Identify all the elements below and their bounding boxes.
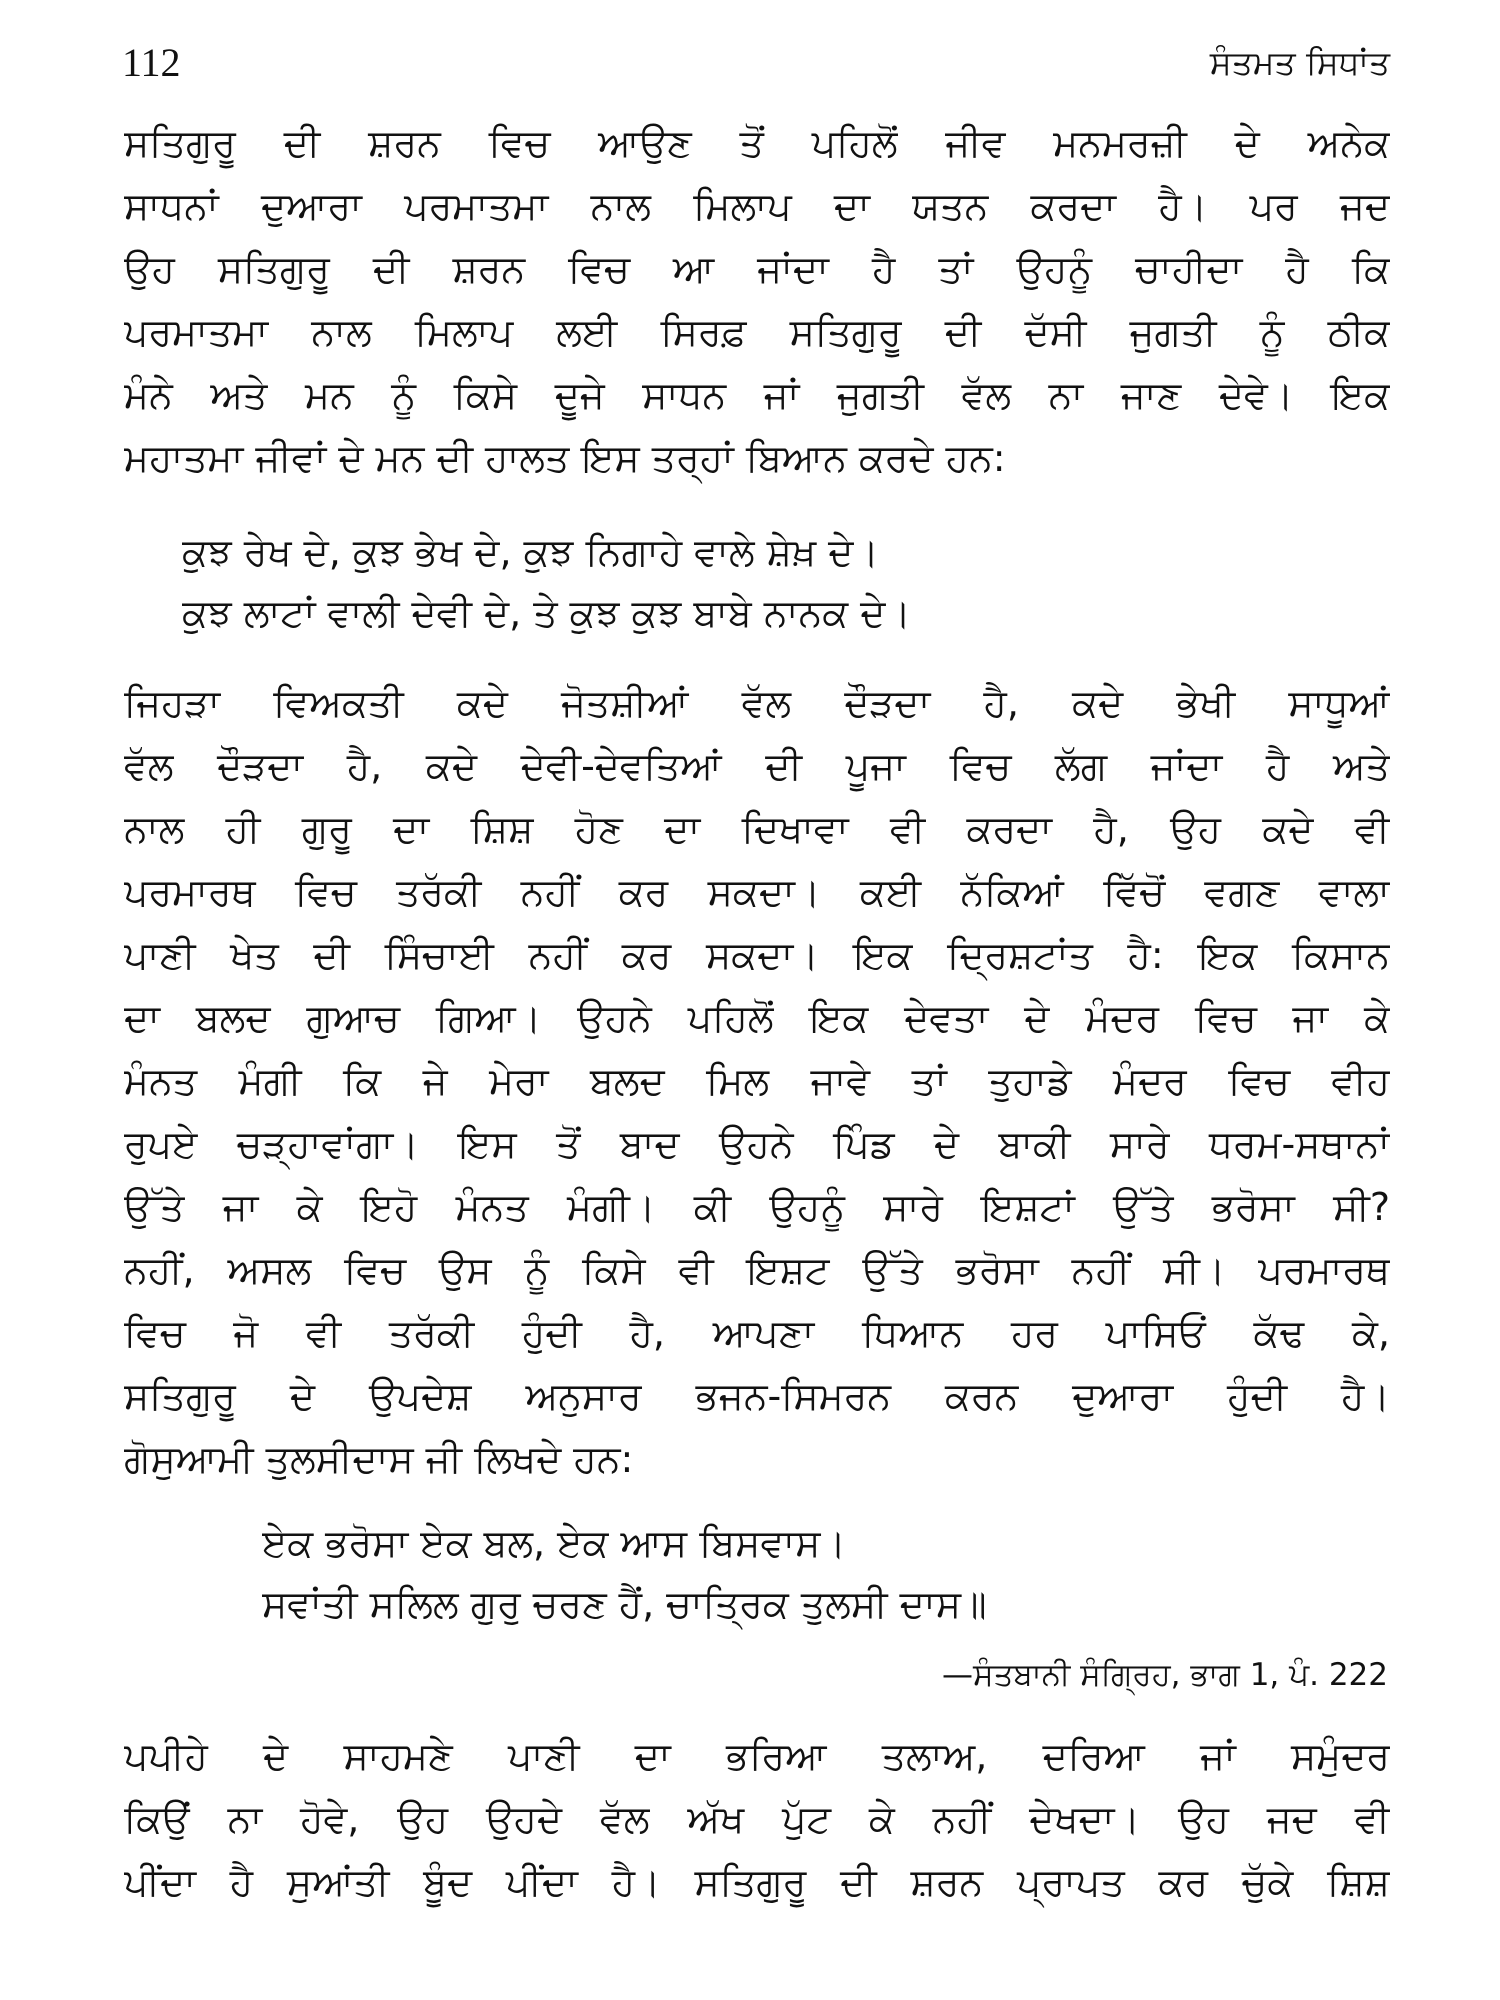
verse-2 <box>262 1513 1382 1635</box>
page-number: 112 <box>122 40 181 85</box>
text-line: ਉਹ ਸਤਿਗੁਰੂ ਦੀ ਸ਼ਰਨ ਵਿਚ ਆ ਜਾਂਦਾ ਹੈ ਤਾਂ ਉਹਨੂੰ ਚਾਹੀਦਾ ਹੈ ਕਿ <box>124 247 1390 291</box>
text-line: ਸਤਿਗੁਰੂ ਦੀ ਸ਼ਰਨ ਵਿਚ ਆਉਣ ਤੋਂ ਪਹਿਲੋਂ ਜੀਵ ਮਨਮਰਜ਼ੀ ਦੇ ਅਨੇਕ <box>124 121 1390 165</box>
paragraph-1 <box>124 112 1390 490</box>
text-line: ਕਿਉਂ ਨਾ ਹੋਵੇ, ਉਹ ਉਹਦੇ ਵੱਲ ਅੱਖ ਪੁੱਟ ਕੇ ਨਹੀਂ ਦੇਖਦਾ। ਉਹ ਜਦ ਵੀ <box>124 1797 1390 1841</box>
text-line: ਪੀਂਦਾ ਹੈ ਸੁਆਂਤੀ ਬੂੰਦ ਪੀਂਦਾ ਹੈ। ਸਤਿਗੁਰੂ ਦੀ ਸ਼ਰਨ ਪ੍ਰਾਪਤ ਕਰ ਚੁੱਕੇ ਸ਼ਿਸ਼ <box>124 1860 1390 1904</box>
text-line: ਰੁਪਏ ਚੜ੍ਹਾਵਾਂਗਾ। ਇਸ ਤੋਂ ਬਾਦ ਉਹਨੇ ਪਿੰਡ ਦੇ ਬਾਕੀ ਸਾਰੇ ਧਰਮ-ਸਥਾਨਾਂ <box>124 1122 1390 1166</box>
text-line: ਜਿਹੜਾ ਵਿਅਕਤੀ ਕਦੇ ਜੋਤਸ਼ੀਆਂ ਵੱਲ ਦੌੜਦਾ ਹੈ, ਕਦੇ ਭੇਖੀ ਸਾਧੂਆਂ <box>124 681 1390 725</box>
text-line: ਨਾਲ ਹੀ ਗੁਰੂ ਦਾ ਸ਼ਿਸ਼ ਹੋਣ ਦਾ ਦਿਖਾਵਾ ਵੀ ਕਰਦਾ ਹੈ, ਉਹ ਕਦੇ ਵੀ <box>124 807 1390 851</box>
verse-citation: —ਸੰਤਬਾਨੀ ਸੰਗ੍ਰਿਹ, ਭਾਗ 1, ਪੰ. 222 <box>941 1657 1388 1693</box>
text-line: ਉੱਤੇ ਜਾ ਕੇ ਇਹੋ ਮੰਨਤ ਮੰਗੀ। ਕੀ ਉਹਨੂੰ ਸਾਰੇ ਇਸ਼ਟਾਂ ਉੱਤੇ ਭਰੋਸਾ ਸੀ? <box>124 1185 1390 1229</box>
text-line: ਵਿਚ ਜੋ ਵੀ ਤਰੱਕੀ ਹੁੰਦੀ ਹੈ, ਆਪਣਾ ਧਿਆਨ ਹਰ ਪਾਸਿਓਂ ਕੱਢ ਕੇ, <box>124 1311 1390 1355</box>
text-line: ਸਾਧਨਾਂ ਦੁਆਰਾ ਪਰਮਾਤਮਾ ਨਾਲ ਮਿਲਾਪ ਦਾ ਯਤਨ ਕਰਦਾ ਹੈ। ਪਰ ਜਦ <box>124 184 1390 228</box>
text-line: ਪਰਮਾਰਥ ਵਿਚ ਤਰੱਕੀ ਨਹੀਂ ਕਰ ਸਕਦਾ। ਕਈ ਨੱਕਿਆਂ ਵਿੱਚੋਂ ਵਗਣ ਵਾਲਾ <box>124 870 1390 914</box>
verse-line: ਕੁਝ ਰੇਖ ਦੇ, ਕੁਝ ਭੇਖ ਦੇ, ਕੁਝ ਨਿਗਾਹੇ ਵਾਲੇ ਸ਼ੇਖ਼ ਦੇ। <box>182 530 879 574</box>
text-line: ਮੰਨਤ ਮੰਗੀ ਕਿ ਜੇ ਮੇਰਾ ਬਲਦ ਮਿਲ ਜਾਵੇ ਤਾਂ ਤੁਹਾਡੇ ਮੰਦਰ ਵਿਚ ਵੀਹ <box>124 1059 1390 1103</box>
page-header <box>122 38 1390 88</box>
text-line: ਪਰਮਾਤਮਾ ਨਾਲ ਮਿਲਾਪ ਲਈ ਸਿਰਫ਼ ਸਤਿਗੁਰੂ ਦੀ ਦੱਸੀ ਜੁਗਤੀ ਨੂੰ ਠੀਕ <box>124 310 1390 354</box>
verse-1 <box>182 522 1332 644</box>
text-line: ਦਾ ਬਲਦ ਗੁਆਚ ਗਿਆ। ਉਹਨੇ ਪਹਿਲੋਂ ਇਕ ਦੇਵਤਾ ਦੇ ਮੰਦਰ ਵਿਚ ਜਾ ਕੇ <box>124 996 1390 1040</box>
text-line: ਪਾਣੀ ਖੇਤ ਦੀ ਸਿੰਚਾਈ ਨਹੀਂ ਕਰ ਸਕਦਾ। ਇਕ ਦ੍ਰਿਸ਼ਟਾਂਤ ਹੈ: ਇਕ ਕਿਸਾਨ <box>124 933 1390 977</box>
verse-line: ਸਵਾਂਤੀ ਸਲਿਲ ਗੁਰੁ ਚਰਣ ਹੈਂ, ਚਾਤ੍ਰਿਕ ਤੁਲਸੀ ਦਾਸ॥ <box>262 1582 987 1626</box>
text-line: ਗੋਸੁਆਮੀ ਤੁਲਸੀਦਾਸ ਜੀ ਲਿਖਦੇ ਹਨ: <box>124 1437 634 1481</box>
text-line: ਵੱਲ ਦੌੜਦਾ ਹੈ, ਕਦੇ ਦੇਵੀ-ਦੇਵਤਿਆਂ ਦੀ ਪੂਜਾ ਵਿਚ ਲੱਗ ਜਾਂਦਾ ਹੈ ਅਤੇ <box>124 744 1390 788</box>
verse-line: ਏਕ ਭਰੋਸਾ ਏਕ ਬਲ, ਏਕ ਆਸ ਬਿਸਵਾਸ। <box>262 1521 847 1565</box>
text-line: ਨਹੀਂ, ਅਸਲ ਵਿਚ ਉਸ ਨੂੰ ਕਿਸੇ ਵੀ ਇਸ਼ਟ ਉੱਤੇ ਭਰੋਸਾ ਨਹੀਂ ਸੀ। ਪਰਮਾਰਥ <box>124 1248 1390 1292</box>
text-line: ਸਤਿਗੁਰੂ ਦੇ ਉਪਦੇਸ਼ ਅਨੁਸਾਰ ਭਜਨ-ਸਿਮਰਨ ਕਰਨ ਦੁਆਰਾ ਹੁੰਦੀ ਹੈ। <box>124 1374 1390 1418</box>
paragraph-3 <box>124 1725 1390 1914</box>
paragraph-2 <box>124 672 1390 1491</box>
text-line: ਪਪੀਹੇ ਦੇ ਸਾਹਮਣੇ ਪਾਣੀ ਦਾ ਭਰਿਆ ਤਲਾਅ, ਦਰਿਆ ਜਾਂ ਸਮੁੰਦਰ <box>124 1734 1390 1778</box>
running-title: ਸੰਤਮਤ ਸਿਧਾਂਤ <box>1209 43 1390 82</box>
text-line: ਮੰਨੇ ਅਤੇ ਮਨ ਨੂੰ ਕਿਸੇ ਦੂਜੇ ਸਾਧਨ ਜਾਂ ਜੁਗਤੀ ਵੱਲ ਨਾ ਜਾਣ ਦੇਵੇ। ਇਕ <box>124 373 1390 417</box>
text-line: ਮਹਾਤਮਾ ਜੀਵਾਂ ਦੇ ਮਨ ਦੀ ਹਾਲਤ ਇਸ ਤਰ੍ਹਾਂ ਬਿਆਨ ਕਰਦੇ ਹਨ: <box>124 436 1006 480</box>
verse-line: ਕੁਝ ਲਾਟਾਂ ਵਾਲੀ ਦੇਵੀ ਦੇ, ਤੇ ਕੁਝ ਕੁਝ ਬਾਬੇ ਨਾਨਕ ਦੇ। <box>182 591 911 635</box>
